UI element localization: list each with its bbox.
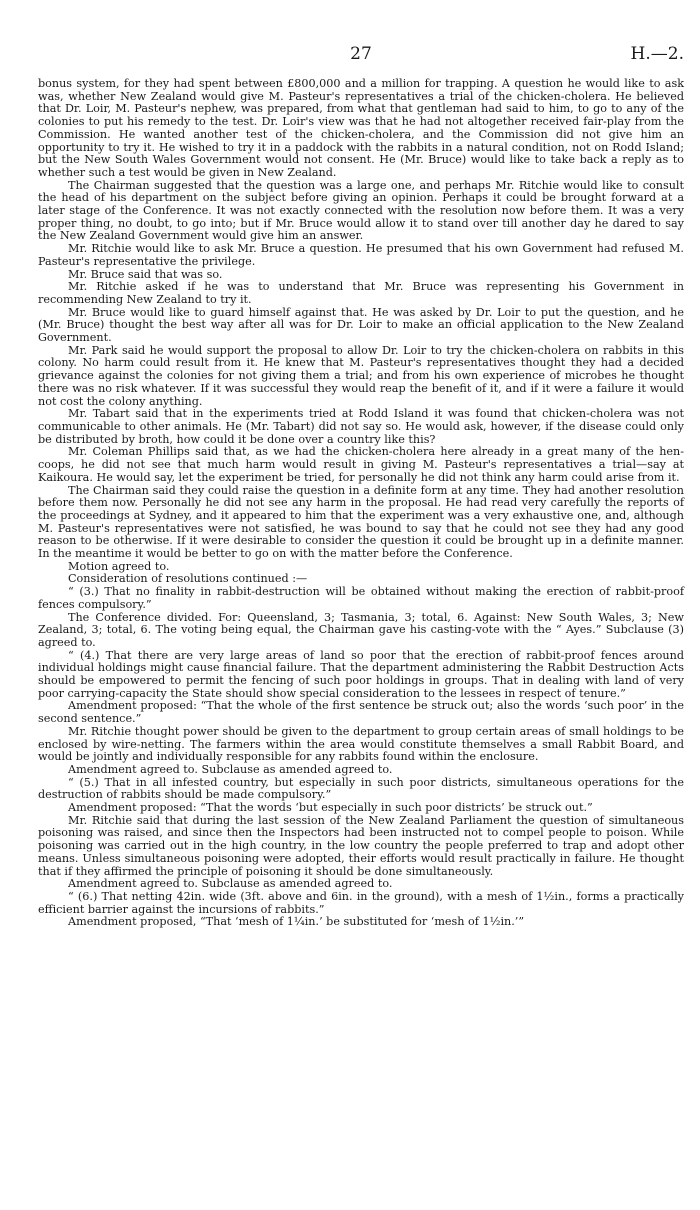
paragraph: Amendment agreed to. Subclause as amended agreed to. <box>68 877 393 891</box>
paragraph: bonus system, for they had spent between £800,000 and a million for trapping. A question he would like to ask was, whether New Zealand would give M. Pasteur's representatives a trial of the chicken-cholera. He believed that Dr. Loir, M. Pasteur's nephew, was prepared, from what that gentleman had said to him, to go to any of the colonies to put his remedy to the test. Dr. Loir's view was that he had not altogether received fair-play from the Commission. He wanted another test of the chicken-cholera, and the Commission did not give him an opportunity to try it. He wished to try it in a paddock with the rabbits in a natural condition, not on Rodd Island; but the New South Wales Government would not consent. He (Mr. Bruce) would like to take back a reply as to whether such a test would be given in New Zealand. <box>38 77 684 179</box>
paragraph: Mr. Ritchie would like to ask Mr. Bruce a question. He presumed that his own Government had refused M. Pasteur's representative the privilege. <box>38 242 684 268</box>
paragraph: Mr. Bruce would like to guard himself against that. He was asked by Dr. Loir to put the question, and he (Mr. Bruce) thought the best way after all was for Dr. Loir to make an official application to the New Zealand Government. <box>38 305 684 345</box>
resolution-clause: “ (5.) That in all infested country, but especially in such poor districts, simultaneous operations for the destruction of rabbits should be made compulsory.” <box>38 775 684 802</box>
paragraph: Mr. Tabart said that in the experiments tried at Rodd Island it was found that chicken-cholera was not communicable to other animals. He (Mr. Tabart) did not say so. He would ask, however, if the disease could only be distributed by broth, how could it be done over a country like this? <box>38 407 684 446</box>
paragraph: Mr. Park said he would support the proposal to allow Dr. Loir to try the chicken-cholera on rabbits in this colony. No harm could result from it. He knew that M. Pasteur's representatives thought they had a decided grievance against the colonies for not giving them a trial; and from his own experience of microbes he thought there was no risk whatever. If it was successful they would reap the benefit of it, and if it were a failure it would not cost the colony anything. <box>38 343 684 408</box>
paragraph: Amendment proposed: “That the whole of the first sentence be struck out; also the words ‘such poor’ in the second sentence.” <box>38 699 684 726</box>
page-header <box>38 44 684 66</box>
resolution-clause: “ (3.) That no finality in rabbit-destruction will be obtained without making the erection of rabbit-proof fences compulsory.” <box>38 585 684 611</box>
paragraph: The Chairman said they could raise the question in a definite form at any time. They had another resolution before them now. Personally he did not see any harm in the proposal. He had read very carefully the reports of the proceedings at Sydney, and it appeared to him that the experiment was a very exhaustive one, and, although M. Pasteur's representatives were not satisfied, he was bound to say that he could not see they had any good reason to be otherwise. If it were desirable to consider the question it could be brought up in a definite manner. In the meantime it would be better to go on with the matter before the Conference. <box>38 483 684 561</box>
paragraph: The Conference divided. For: Queensland, 3; Tasmania, 3; total, 6. Against: New South Wales, 3; New Zealand, 3; total, 6. The voting being equal, the Chairman gave his casting-vote with the “ Ayes.” Subclause (3) agreed to. <box>38 610 684 649</box>
page-number: 27 <box>350 44 372 64</box>
paragraph: Mr. Coleman Phillips said that, as we had the chicken-cholera here already in a great many of the hen-coops, he did not see that much harm would result in giving M. Pasteur's representatives a trial—say at Kaikoura. He would say, let the experiment be tried, for personally he did not think any harm could arise from it. <box>38 445 684 484</box>
paragraph: Mr. Ritchie asked if he was to understand that Mr. Bruce was representing his Government in recommending New Zealand to try it. <box>38 280 684 306</box>
document-body <box>38 78 684 929</box>
resolution-clause: “ (6.) That netting 42in. wide (3ft. above and 6in. in the ground), with a mesh of 1½in., forms a practically efficient barrier against the incursions of rabbits.” <box>38 890 684 916</box>
paragraph: Amendment agreed to. Subclause as amended agreed to. <box>68 762 393 776</box>
paragraph: Mr. Ritchie said that during the last session of the New Zealand Parliament the question of simultaneous poisoning was raised, and since then the Inspectors had been instructed not to compel people to poison. While poisoning was carried out in the high country, in the low country the people preferred to trap and adopt other means. Unless simultaneous poisoning were adopted, their efforts would result practically in failure. He thought that if they affirmed the principle of poisoning it should be done simultaneously. <box>38 813 684 878</box>
paragraph: Amendment proposed, “That ‘mesh of 1¼in.’ be substituted for ‘mesh of 1½in.’” <box>68 915 525 929</box>
paragraph: Motion agreed to. <box>68 559 170 573</box>
paragraph: The Chairman suggested that the question was a large one, and perhaps Mr. Ritchie would like to consult the head of his department on the subject before giving an opinion. Perhaps it could be brought forward at a later stage of the Conference. It was not exactly connected with the resolution now before them. It was a very proper thing, no doubt, to go into; but if Mr. Bruce would allow it to stand over till another day he dared to say the New Zealand Government would give him an answer. <box>38 178 684 243</box>
resolution-clause: “ (4.) That there are very large areas of land so poor that the erection of rabbit-proof fences around individual holdings might cause financial failure. That the department administering the Rabbit Destruction Acts should be empowered to permit the fencing of such poor holdings in groups. That in dealing with land of very poor carrying-capacity the State should show special consideration to the lessees in respect of tenure.” <box>38 648 684 700</box>
paragraph: Amendment proposed: “That the words ‘but especially in such poor districts’ be struck out.” <box>68 801 593 815</box>
document-reference: H.—2. <box>630 44 684 64</box>
paragraph: Mr. Ritchie thought power should be given to the department to group certain areas of small holdings to be enclosed by wire-netting. The farmers within the area would constitute themselves a small Rabbit Board, and would be jointly and individually responsible for any rabbits found within the enclosure. <box>38 724 684 764</box>
paragraph: Mr. Bruce said that was so. <box>68 267 223 281</box>
paragraph: Consideration of resolutions continued :— <box>68 572 308 586</box>
